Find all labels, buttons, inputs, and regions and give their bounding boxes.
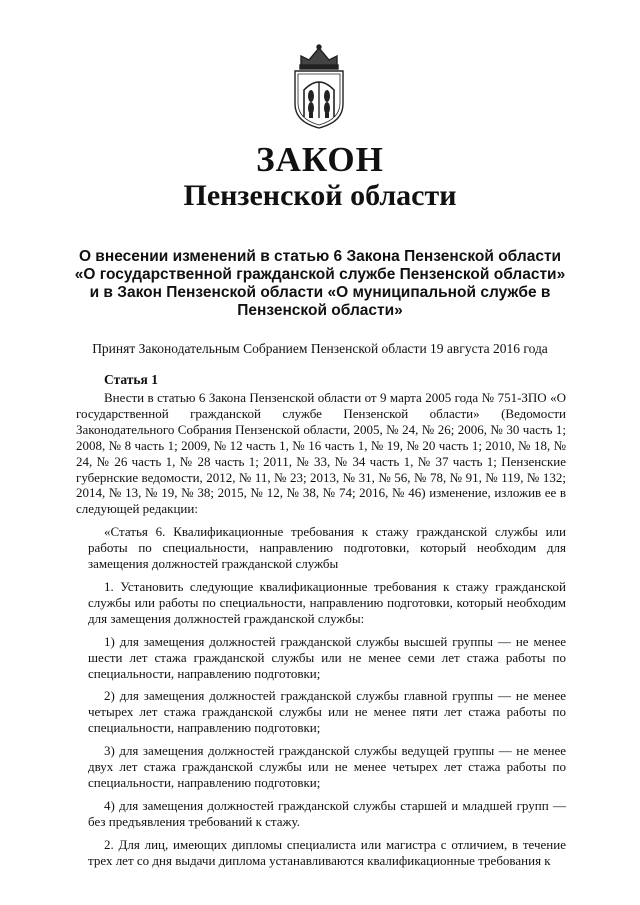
quoted-paragraph: 2. Для лиц, имеющих дипломы специалиста или магистра с отличием, в течение трех лет со дня выдачи диплома устанавливаются квалификационные требования к [88,836,566,868]
law-title: ЗАКОН [256,140,384,179]
article-heading: Статья 1 [104,372,158,387]
article-intro-paragraph: Внести в статью 6 Закона Пензенской области от 9 марта 2005 года № 751-ЗПО «О государственной гражданской службе Пензенской области» (Ведомости Законодательного Собрания Пензенской области, 2005, № 24, № 26; 2006, № 30 часть 1; 2008, № 8 часть 1; 2009, № 12 часть 1, № 16 часть 1, № 19, № 20 часть 1; 2010, № 18, № 24, № 26 часть 1, № 28 часть 1; 2011, № 33, № 34 часть 1, № 37 часть 1; Пензенские губернские ведомости, 2012, № 11, № 23; 2013, № 31, № 56, № 78, № 91, № 119, № 132; 2014, № 13, № 19, № 38; 2015, № 12, № 38, № 74; 2016, № 46) изменение, изложив ее в следующей редакции: [76,390,566,517]
quoted-paragraph: «Статья 6. Квалификационные требования к стажу гражданской службы или работы по специальности, направлению подготовки, который необходим для замещения должностей гражданской службы [88,524,566,572]
subject-line: О внесении изменений в статью 6 Закона Пензенской области [78,248,562,265]
law-subject [70,248,570,320]
article-body [76,390,566,875]
quoted-paragraph: 1) для замещения должностей гражданской службы высшей группы — не менее шести лет стажа гражданской службы или не менее семи лет стажа работы по специальности, направлению подготовки; [88,633,566,681]
subject-line: и в Закон Пензенской области «О муниципальной службе в [89,284,551,301]
adoption-note: Принят Законодательным Собранием Пензенской области 19 августа 2016 года [92,341,548,356]
quoted-article-text [76,524,566,868]
quoted-paragraph: 3) для замещения должностей гражданской службы ведущей группы — не менее двух лет стажа гражданской службы или не менее четырех лет стажа работы по специальности, направлению подготовки; [88,743,566,790]
subject-line: «О государственной гражданской службе Пензенской области» [74,266,566,283]
quoted-paragraph: 1. Установить следующие квалификационные требования к стажу гражданской службы или работы по специальности, направлению подготовки, который необходим для замещения должностей гражданской службы: [88,578,566,626]
quoted-paragraph: 2) для замещения должностей гражданской службы главной группы — не менее четырех лет стажа гражданской службы или не менее пяти лет стажа работы по специальности, направлению подготовки; [88,688,566,736]
subject-line: Пензенской области» [237,302,403,319]
law-region-subtitle: Пензенской области [183,179,457,212]
coat-of-arms-icon [287,44,351,130]
quoted-paragraph: 4) для замещения должностей гражданской службы старшей и младшей групп — без предъявления требований к стажу. [88,797,566,829]
